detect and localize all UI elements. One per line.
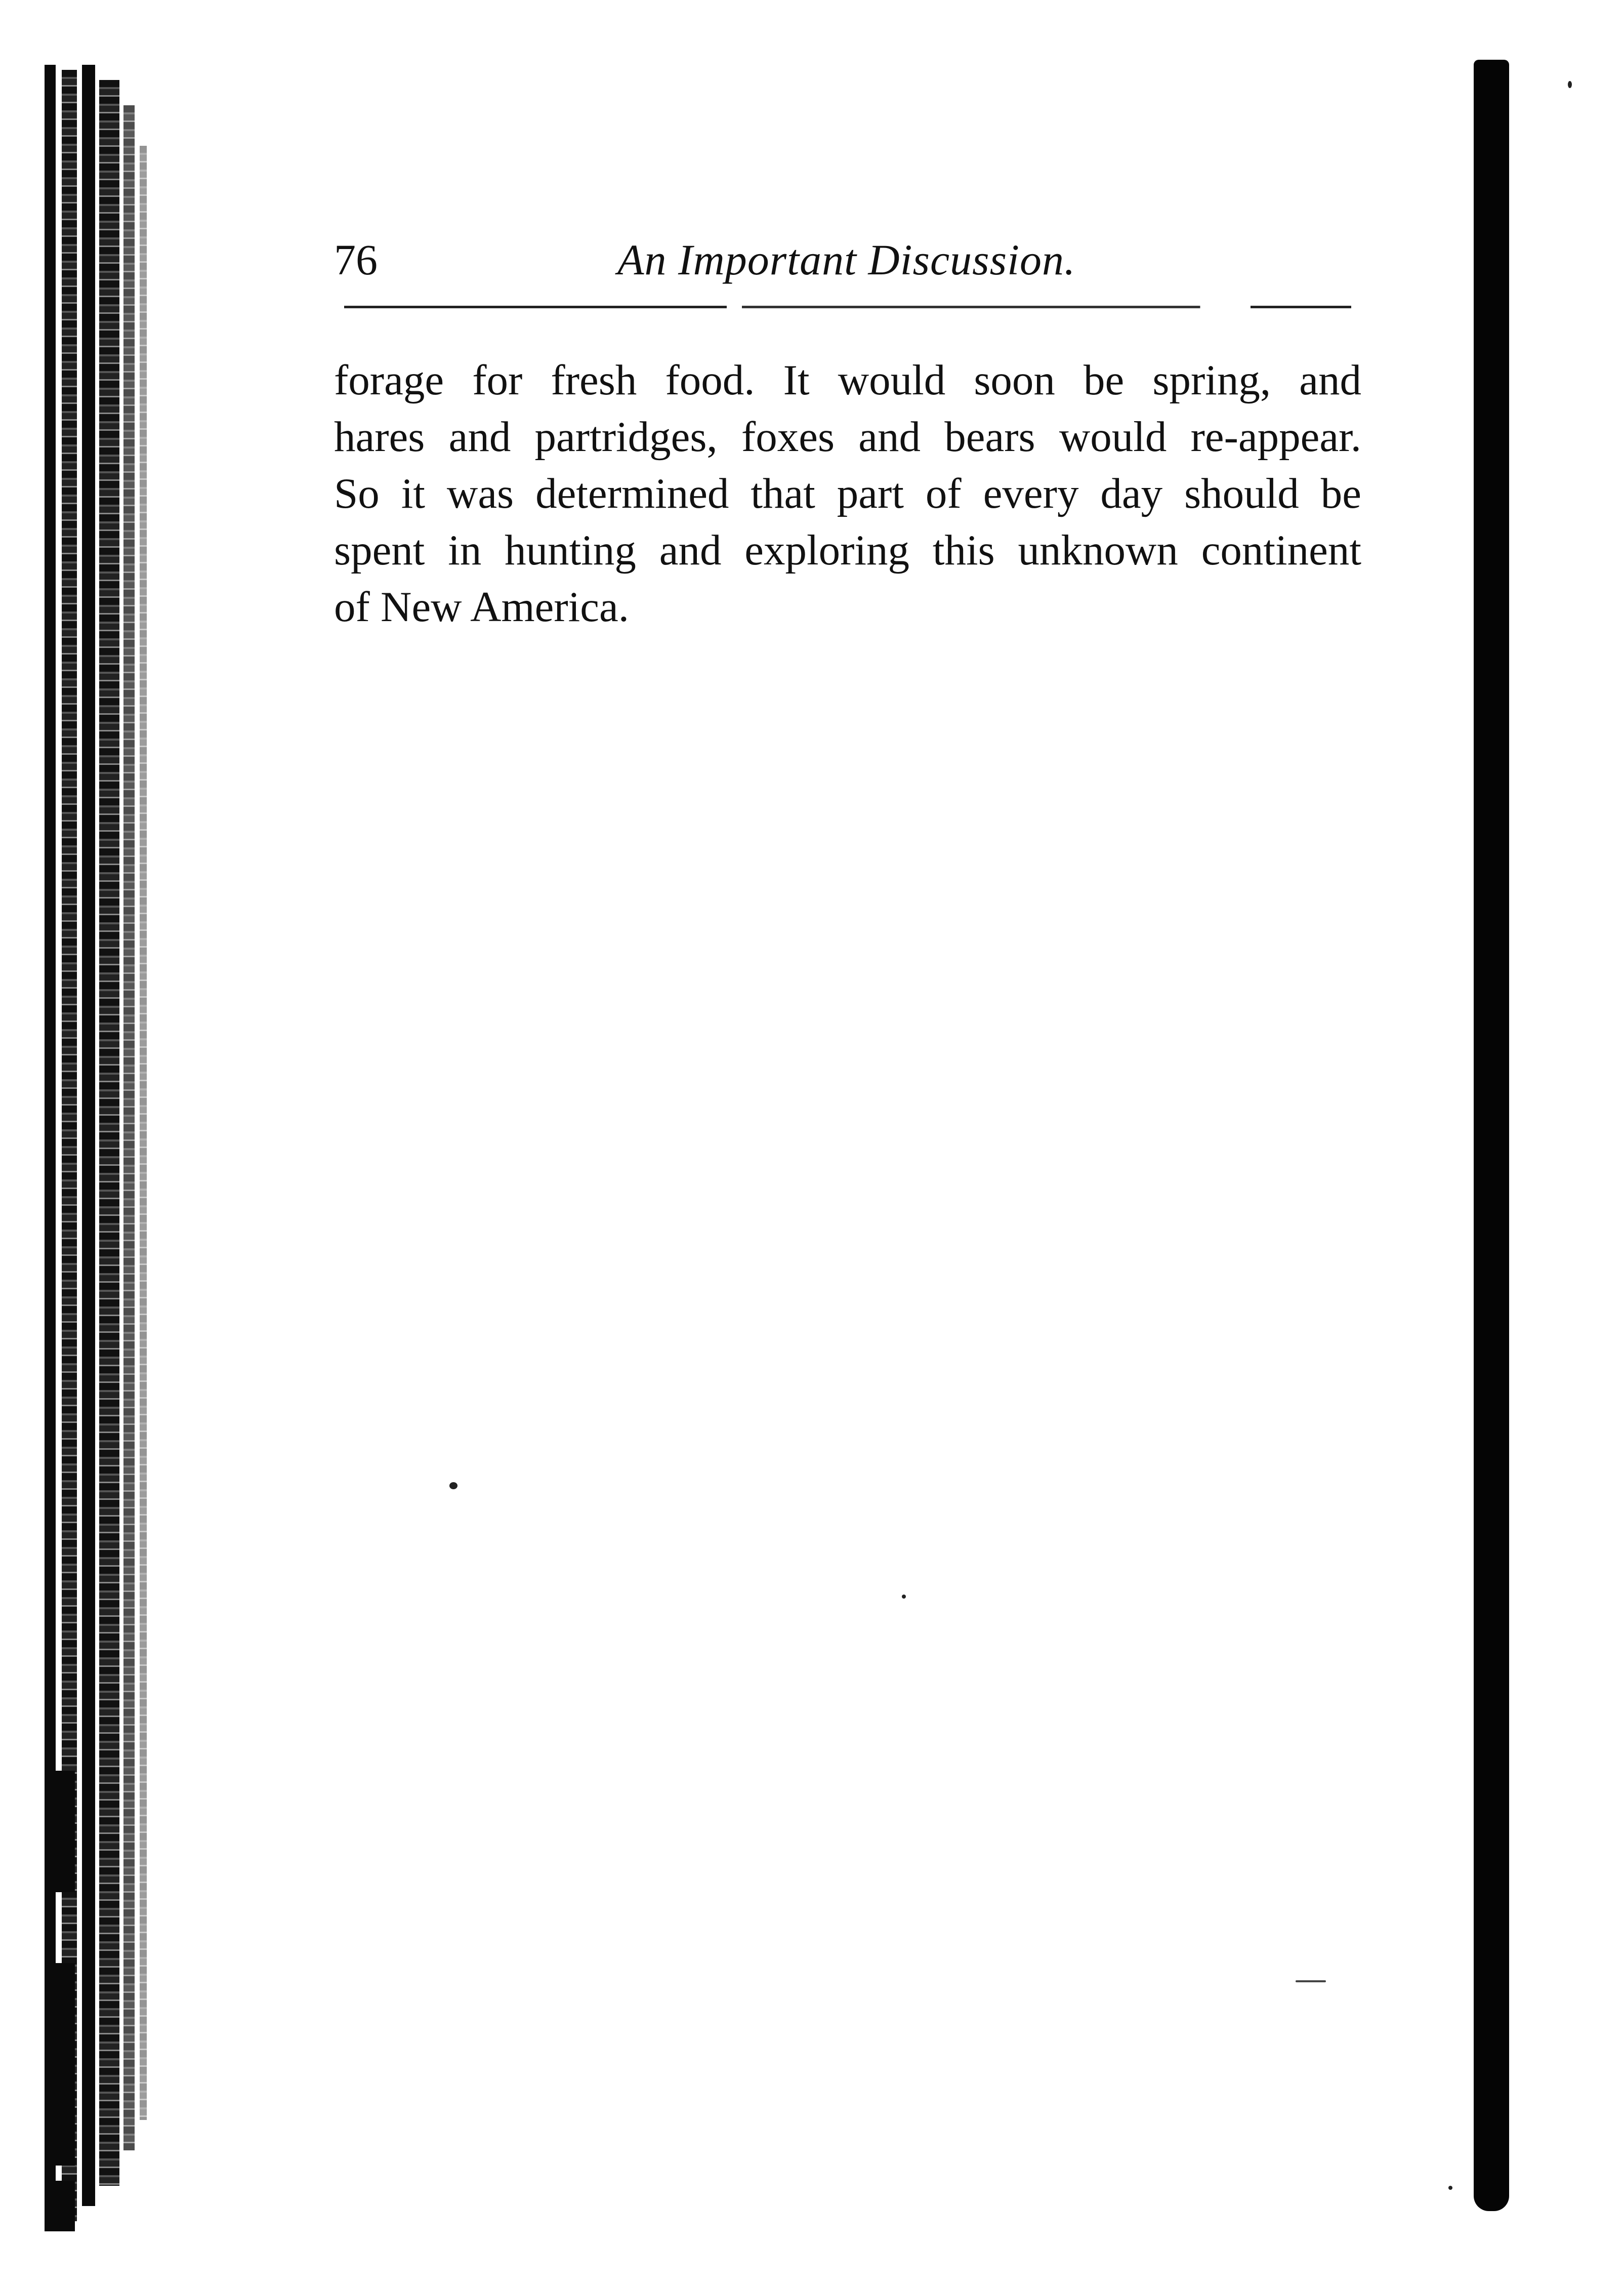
scan-speck bbox=[449, 1482, 457, 1489]
scan-speck bbox=[1448, 2186, 1452, 2190]
running-head-title: An Important Discussion. bbox=[617, 235, 1076, 284]
body-paragraph bbox=[334, 352, 1361, 635]
text-line: spent in hunting and exploring this unknown continent bbox=[334, 526, 1361, 574]
scan-binding-edge-left bbox=[45, 65, 161, 2236]
text-line: forage for fresh food. It would soon be spring, and bbox=[334, 356, 1361, 404]
text-line: of New America. bbox=[334, 583, 629, 631]
scan-binding-edge-right bbox=[1474, 60, 1509, 2211]
header-rule bbox=[344, 306, 1351, 308]
page-number: 76 bbox=[334, 235, 378, 284]
scan-speck bbox=[902, 1595, 906, 1599]
scan-speck bbox=[1296, 1980, 1326, 1982]
text-line: So it was determined that part of every day should be bbox=[334, 470, 1361, 517]
text-line: hares and partridges, foxes and bears would re-appear. bbox=[334, 413, 1361, 461]
running-head bbox=[334, 233, 1356, 299]
scan-speck bbox=[1568, 81, 1572, 88]
